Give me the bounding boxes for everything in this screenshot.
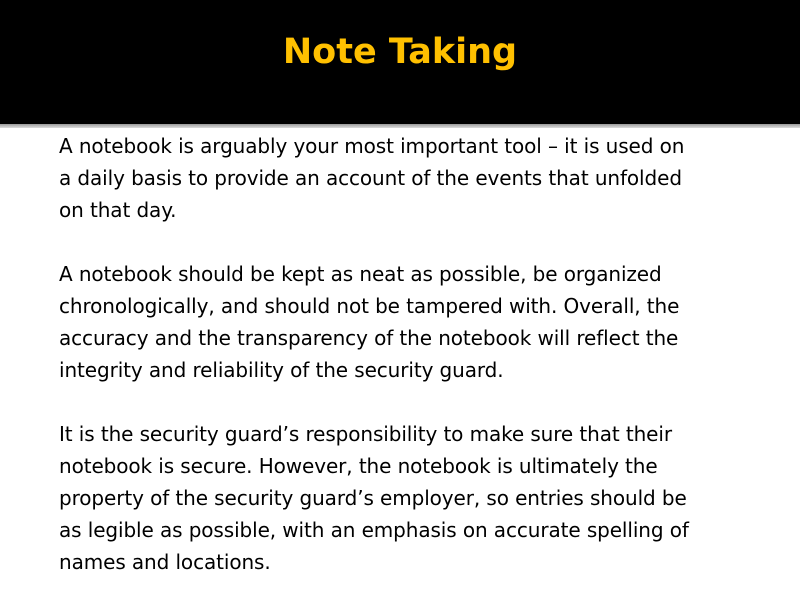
paragraph-notebook-care (59, 258, 759, 386)
text-line: as legible as possible, with an emphasis on accurate spelling of (59, 518, 689, 542)
text-line: It is the security guard’s responsibility to make sure that their (59, 422, 672, 446)
text-line: A notebook is arguably your most important tool – it is used on (59, 134, 685, 158)
text-line: accuracy and the transparency of the notebook will reflect the (59, 326, 679, 350)
slide-title: Note Taking (282, 32, 518, 72)
paragraph-notebook-tool (59, 130, 759, 226)
text-line: notebook is secure. However, the notebook is ultimately the (59, 454, 658, 478)
text-line: on that day. (59, 198, 177, 222)
header-divider (0, 124, 800, 128)
text-line: chronologically, and should not be tampered with. Overall, the (59, 294, 680, 318)
text-line: names and locations. (59, 550, 271, 574)
text-line: property of the security guard’s employer, so entries should be (59, 486, 687, 510)
slide-body (59, 130, 759, 578)
text-line: integrity and reliability of the security guard. (59, 358, 504, 382)
text-line: A notebook should be kept as neat as possible, be organized (59, 262, 662, 286)
text-line: a daily basis to provide an account of the events that unfolded (59, 166, 682, 190)
paragraph-notebook-ownership (59, 418, 759, 578)
